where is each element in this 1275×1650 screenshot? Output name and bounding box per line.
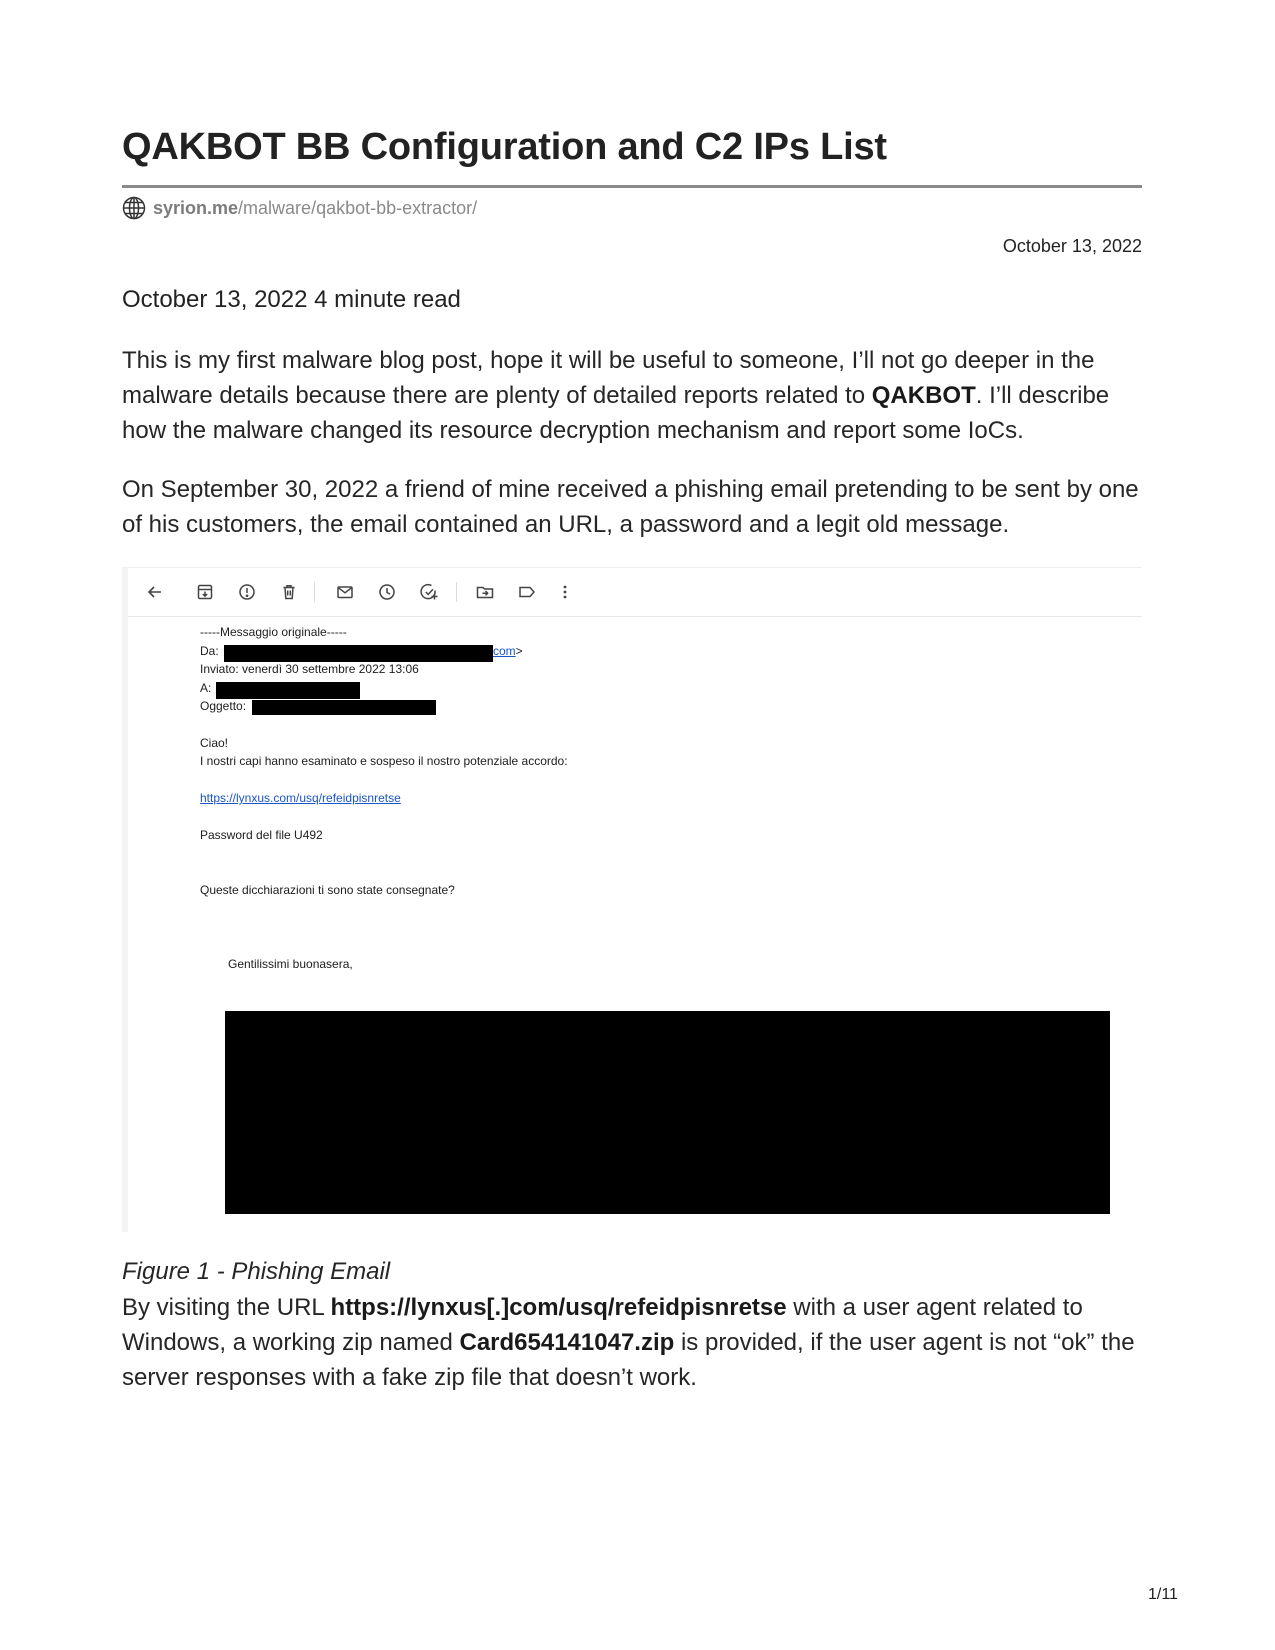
subject-label: Oggetto:	[200, 699, 247, 713]
redacted-subject	[252, 700, 436, 715]
archive-icon[interactable]	[195, 582, 215, 602]
snooze-icon[interactable]	[377, 582, 397, 602]
page-number: 1/11	[1148, 1586, 1178, 1603]
intro-bold-qakbot: QAKBOT	[871, 382, 976, 409]
toolbar-divider	[456, 582, 457, 602]
source-path: /malware/qakbot-bb-extractor/	[238, 197, 478, 218]
email-old-greeting: Gentilissimi buonasera,	[228, 957, 353, 971]
intro-paragraph	[122, 343, 1142, 448]
more-vert-icon[interactable]	[555, 582, 575, 602]
from-label: Da:	[200, 644, 219, 658]
delete-icon[interactable]	[279, 582, 299, 602]
page-title: QAKBOT BB Configuration and C2 IPs List	[122, 126, 887, 168]
original-message-header: -----Messaggio originale-----	[200, 625, 347, 639]
title-divider	[122, 185, 1142, 188]
from-closing-bracket: >	[515, 644, 523, 658]
redacted-message-body	[225, 1011, 1110, 1214]
url-paragraph	[122, 1290, 1142, 1395]
label-icon[interactable]	[517, 582, 537, 602]
post-meta: October 13, 2022 4 minute read	[122, 286, 461, 313]
capture-date: October 13, 2022	[1002, 236, 1142, 256]
page	[122, 0, 1142, 1650]
phishing-link[interactable]: https://lynxus.com/usq/refeidpisnretse	[200, 791, 401, 805]
email-greeting-ciao: Ciao!	[200, 736, 229, 750]
email-body-line: I nostri capi hanno esaminato e sospeso il nostro potenziale accordo:	[200, 754, 568, 768]
phishing-url-bold: https://lynxus[.]com/usq/refeidpisnretse	[330, 1294, 787, 1321]
url-text-3: is provided, if the user agent is not “ok” the server responses with a fake zip file that doesn’t work.	[122, 1329, 1135, 1391]
figure-caption: Figure 1 - Phishing Email	[122, 1258, 391, 1285]
to-label: A:	[200, 681, 212, 695]
email-toolbar	[128, 567, 1142, 617]
from-suffix[interactable]	[493, 642, 523, 660]
from-domain-link[interactable]: com	[493, 644, 516, 658]
url-text-2: with a user agent related to Windows, a working zip named	[122, 1294, 1083, 1356]
email-screenshot	[122, 567, 1142, 1232]
intro-text-1: This is my first malware blog post, hope it will be useful to someone, I’ll not go deeper in the malware details because there are plenty of detailed reports related to	[122, 347, 1095, 409]
add-task-icon[interactable]	[419, 582, 439, 602]
phishing-paragraph: On September 30, 2022 a friend of mine received a phishing email pretending to be sent by one of his customers, the email contained an URL, a password and a legit old message.	[122, 476, 1139, 538]
report-spam-icon[interactable]	[237, 582, 257, 602]
email-sent-line: Inviato: venerdì 30 settembre 2022 13:06	[200, 662, 419, 676]
url-text-1: By visiting the URL	[122, 1294, 331, 1321]
zip-filename-bold: Card654141047.zip	[459, 1329, 675, 1356]
email-to-line	[200, 679, 211, 697]
email-password-line: Password del file U492	[200, 828, 323, 842]
back-arrow-icon[interactable]	[145, 582, 165, 602]
email-question-line: Queste dicchiarazioni ti sono state consegnate?	[200, 883, 455, 897]
intro-text-2: . I’ll describe how the malware changed its resource decryption mechanism and report some IoCs.	[122, 382, 1110, 444]
source-url[interactable]	[122, 195, 477, 221]
email-from-line	[200, 642, 523, 660]
figure-left-border	[122, 567, 128, 1232]
toolbar-divider	[314, 582, 315, 602]
mark-unread-icon[interactable]	[335, 582, 355, 602]
source-domain: syrion.me	[153, 197, 239, 218]
globe-icon	[122, 196, 146, 220]
email-subject-line	[200, 697, 246, 715]
move-to-icon[interactable]	[475, 582, 495, 602]
